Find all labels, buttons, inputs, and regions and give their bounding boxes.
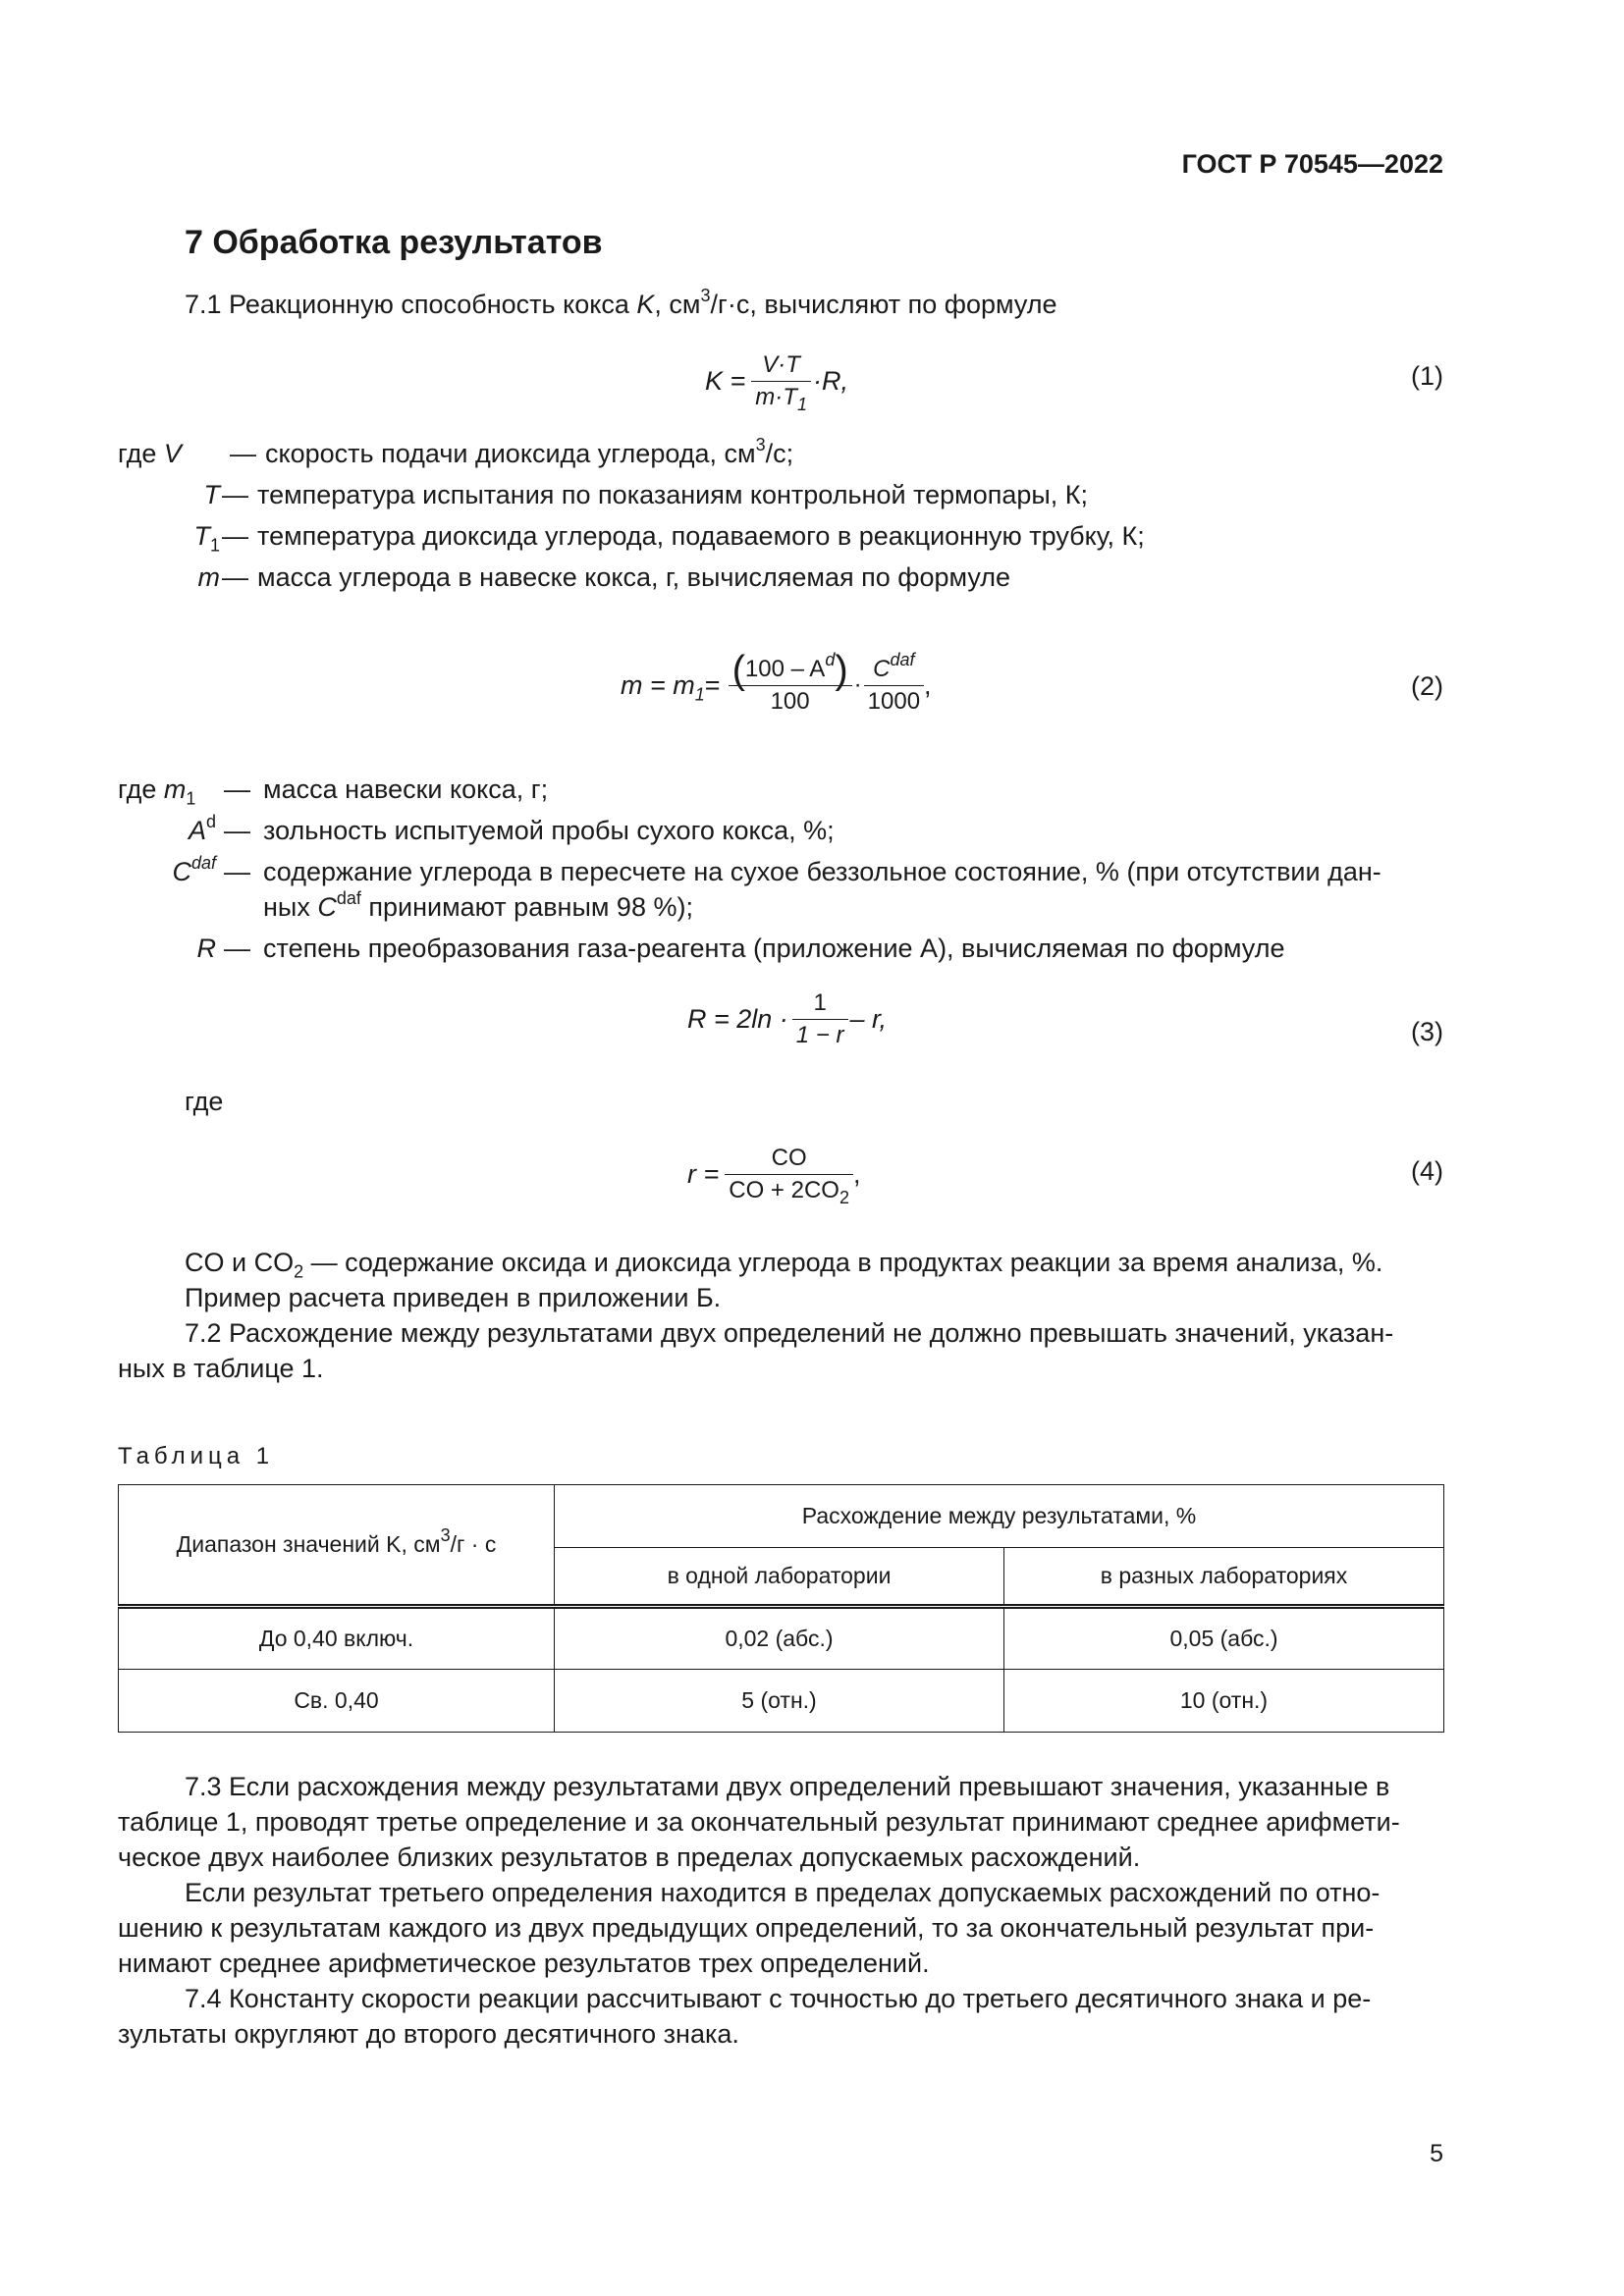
f1-tail: ·R, [812,366,848,396]
formula-1 [705,342,848,420]
p71-lead: 7.1 Реакционную способность кокса [185,290,637,319]
f4-tail: , [852,1159,861,1189]
f4-fraction [725,1143,853,1206]
table-cell: 0,02 (абс.) [555,1607,1004,1670]
table-cell: Св. 0,40 [119,1670,555,1733]
f2-lhs-sub: 1 [694,684,705,705]
f2-num-sup: d [825,649,836,669]
f2-num2-a: C [873,655,891,682]
def2-desc-3: степень преобразования газа-реагента (приложение А), вычисляемая по формуле [263,934,1285,963]
table-group-header: Расхождение между результатами, % [555,1485,1444,1548]
co-a: CO и CO [185,1248,295,1277]
def2-desc-1: зольность испытуемой пробы сухого кокса, %; [263,816,835,845]
def1-dash-1: — [222,480,248,509]
example-reference: Пример расчета приведен в приложении Б. [185,1283,722,1312]
f2-numerator-2 [864,649,924,685]
def1-sym-3: m [197,562,220,592]
f4-den-sub: 2 [839,1187,849,1207]
co-sub: 2 [294,1261,304,1282]
def2-sup: daf [190,853,216,873]
def1-prefix: где [118,439,164,468]
p71-var: K [636,290,655,319]
table-cell: 10 (отн.) [1004,1670,1444,1733]
def1-desc-3: масса углерода в навеске кокса, г, вычисляемая по формуле [257,562,1011,592]
def2-sym-2 [118,854,216,889]
f1-denominator [751,381,811,413]
def1-sub: 1 [209,535,220,556]
col1-b: /г · с [450,1531,497,1557]
f2-dot: · [853,671,862,698]
f2-fraction-2 [864,649,924,718]
col1-sup: 3 [440,1525,451,1546]
f4-den-a: CO + 2CO [729,1176,839,1203]
page-number: 5 [1430,2140,1443,2167]
paragraph-7-2-line-2: ных в таблице 1. [118,1354,324,1383]
table-row [119,1670,1444,1733]
def2-symbol: C [172,857,191,886]
def1-dash-2: — [222,521,248,551]
def1-desc-2: температура диоксида углерода, подаваемого в реакционную трубку, К; [257,521,1145,551]
equation-number-1: (1) [1411,361,1443,391]
def2-symbol: A [188,816,206,845]
equation-number-2: (2) [1411,671,1443,701]
f2-denominator-1: 100 [729,685,852,718]
formula-2 [621,638,932,732]
where-label: где [185,1087,224,1116]
def1-dash-3: — [222,562,248,592]
f2-numerator-1 [729,648,852,692]
left-paren-glyph: ( [731,648,745,692]
def1-desc-0: скорость подачи диоксида углерода, $см^3/с$; [265,435,794,468]
f3-numerator: 1 [813,988,827,1016]
def2-dash-0: — [224,774,250,804]
co-b: — содержание оксида и диоксида углерода в продуктах реакции за время анализа, %. [303,1248,1383,1277]
f2-denominator-2: 1000 [864,685,924,718]
f1-fraction [751,349,811,413]
p71-unit-sup: 3 [700,286,711,305]
def2-cont-sup: daf [336,888,361,908]
col1-a: Диапазон значений K, см [176,1531,441,1557]
def2-sup: d [205,812,216,831]
f2-eq: = [704,670,721,700]
f4-numerator: CO [771,1144,807,1171]
def2-symbol: m [163,774,187,804]
formula-4 [687,1137,861,1211]
document-id: ГОСТ Р 70545—2022 [1181,149,1443,179]
def1-sym-2 [118,518,220,554]
f3-denominator: 1 − r [792,1019,848,1051]
table-subheader-2: в разных лабораториях [1004,1548,1444,1607]
def2-desc-0: масса навески кокса, г; [263,774,549,804]
f1-numerator: V·T [762,350,800,378]
paragraph-7-3-line-3: ческое двух наиболее близких результатов в пределах допускаемых расхождений. [118,1842,1141,1872]
table-1 [118,1484,1444,1733]
def1-unit-sup: 3 [755,435,766,454]
table-cell: 0,05 (абс.) [1004,1607,1444,1670]
right-paren-glyph: ) [835,648,848,692]
def1-desc-1: температура испытания по показаниям контрольной термопары, К; [257,480,1089,509]
table-col1-header [119,1485,555,1607]
equation-number-4: (4) [1411,1156,1443,1186]
def2-cont-sym: C [317,892,337,922]
formula-3 [687,982,887,1056]
f3-lhs: R = 2ln · [687,1004,788,1034]
f2-num-a: 100 – A [744,655,826,682]
def2-sub: 1 [186,788,196,809]
f4-denominator [725,1174,853,1206]
f3-tail: – r, [849,1004,888,1034]
f2-num2-sup: daf [890,649,915,669]
def1-symbol: V [163,439,182,468]
def1-sym-1: T [203,480,220,509]
def2-dash-1: — [224,816,250,845]
table-header-row-1 [119,1485,1444,1548]
p71-unit-pre: , см [654,290,701,319]
p71-unit-post: /г·с, вычисляют по формуле [710,290,1057,319]
paragraph-7-3b-line-1: Если результат третьего определения находится в пределах допускаемых расхождений по отно- [185,1878,1380,1907]
def2-sym-3: R [196,934,216,963]
def1-symbol: T [193,521,210,551]
f2-lhs-a: m = m [621,670,695,700]
def2-sym-1 [118,813,216,848]
paragraph-7-3-line-1: 7.3 Если расхождения между результатами двух определений превышают значения, указанные в [185,1772,1390,1801]
def1-dash-0: — [230,439,256,468]
f2-lhs [621,669,705,705]
def1-sym-0 [118,436,218,471]
def2-cont-b: принимают равным 98 %); [360,892,693,922]
def2-dash-3: — [224,934,250,963]
paragraph-7-2-line-1: 7.2 Расхождение между результатами двух определений не должно превышать значений, указан- [185,1318,1394,1348]
paragraph-7-1 [185,287,1057,322]
paragraph-7-4-line-2: зультаты округляют до второго десятичного знака. [118,2019,739,2049]
f1-den-a: m·T [755,383,797,410]
table-subheader-1: в одной лаборатории [555,1548,1004,1607]
table-cell: До 0,40 включ. [119,1607,555,1670]
f4-lhs: r = [687,1159,720,1189]
f1-den-sub: 1 [796,394,807,414]
section-title: 7 Обработка результатов [185,224,603,261]
f2-fraction-1 [729,648,852,718]
table-row [119,1607,1444,1670]
table-cell: 5 (отн.) [555,1670,1004,1733]
def2-cont-a: ных [263,892,318,922]
co-definition [185,1245,1382,1280]
paragraph-7-3b-line-3: нимают среднее арифметическое результатов трех определений. [118,1949,930,1978]
def2-desc-2: содержание углерода в пересчете на сухое беззольное состояние, % (при отсутствии дан- [263,857,1381,886]
paragraph-7-3-line-2: таблице 1, проводят третье определение и за окончательный результат принимают среднее арифмети- [118,1807,1400,1837]
def2-dash-2: — [224,857,250,886]
table-caption: Таблица 1 [118,1443,275,1469]
equation-number-3: (3) [1411,1017,1443,1046]
f1-lhs: K = [705,366,746,396]
def2-continuation [263,889,693,925]
def2-prefix: где [118,774,164,804]
paragraph-7-3b-line-2: шению к результатам каждого из двух предыдущих определений, то за окончательный результат при- [118,1913,1375,1943]
paragraph-7-4-line-1: 7.4 Константу скорости реакции рассчитывают с точностью до третьего десятичного знака и ре- [185,1984,1372,2013]
f3-fraction [792,988,848,1051]
f2-tail: , [924,670,932,700]
